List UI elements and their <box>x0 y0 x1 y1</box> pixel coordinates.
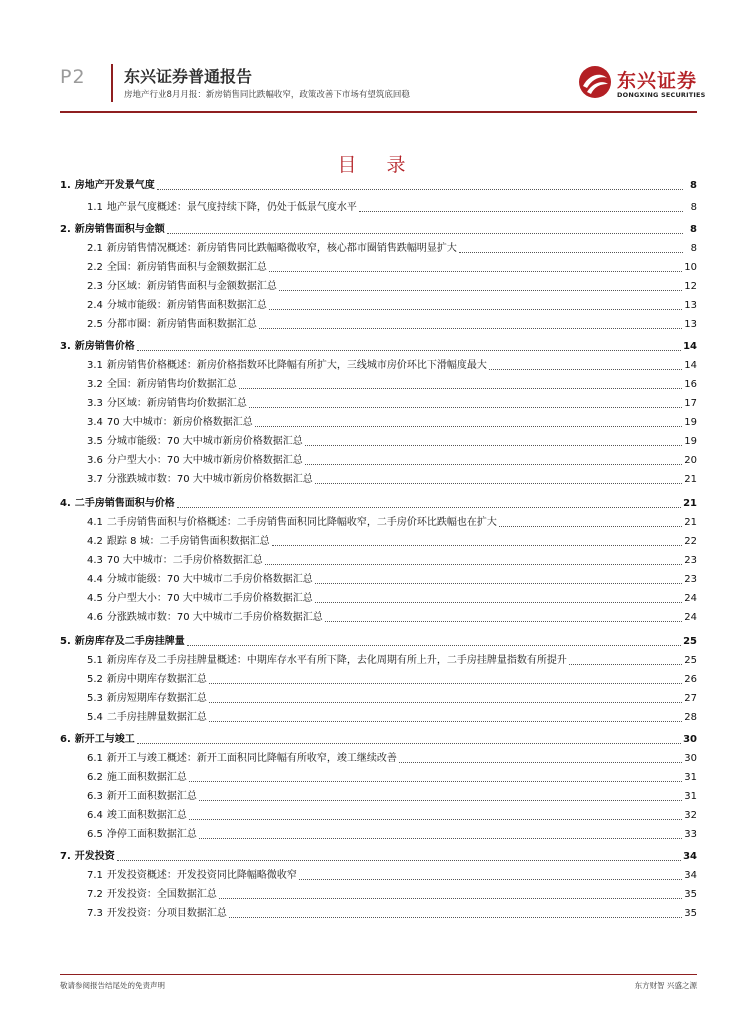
toc-entry-title: 分区域：新房销售均价数据汇总 <box>106 398 247 409</box>
toc-dot-leader <box>399 762 682 763</box>
toc-dot-leader <box>187 645 681 646</box>
toc-entry-text <box>60 636 185 648</box>
toc-subsection[interactable] <box>60 553 697 567</box>
toc-entry-number: 3.6 <box>87 455 103 466</box>
toc-entry-title: 二手房销售面积与价格 <box>74 498 175 509</box>
header-rule <box>60 111 697 113</box>
toc-entry-number: 3.3 <box>87 398 103 409</box>
toc-page-number: 31 <box>684 772 697 783</box>
toc-entry-text <box>60 498 175 510</box>
toc-page-number: 35 <box>684 889 697 900</box>
toc-entry-text <box>60 851 115 863</box>
report-title: 东兴证券普通报告 <box>124 67 253 86</box>
toc-entry-number: 1. <box>60 180 71 191</box>
toc-page-number: 8 <box>690 202 697 213</box>
toc-dot-leader <box>489 369 682 370</box>
toc-subsection[interactable] <box>60 653 697 667</box>
toc-entry-title: 分户型大小：70 大中城市二手房价格数据汇总 <box>106 593 313 604</box>
toc-entry-number: 7.2 <box>87 889 103 900</box>
toc-page-number: 34 <box>683 851 697 862</box>
toc-entry-title: 分户型大小：70 大中城市新房价格数据汇总 <box>106 455 303 466</box>
toc-section[interactable] <box>60 339 697 353</box>
toc-entry-text <box>60 810 187 822</box>
toc-entry-number: 2.4 <box>87 300 103 311</box>
toc-subsection[interactable] <box>60 572 697 586</box>
toc-entry-text <box>60 417 253 429</box>
logo-text-en: DONGXING SECURITIES <box>617 91 706 99</box>
toc-subsection[interactable] <box>60 515 697 529</box>
toc-entry-title: 70 大中城市：新房价格数据汇总 <box>106 417 253 428</box>
toc-entry-title: 新房销售价格 <box>74 341 135 352</box>
toc-page-number: 31 <box>684 791 697 802</box>
toc-subsection[interactable] <box>60 260 697 274</box>
toc-subsection[interactable] <box>60 591 697 605</box>
toc-entry-text <box>60 612 323 624</box>
toc-entry-number: 4.2 <box>87 536 103 547</box>
toc-page-number: 19 <box>684 436 697 447</box>
toc-entry-text <box>60 341 135 353</box>
footer-disclaimer: 敬请参阅报告结尾处的免责声明 <box>60 981 165 990</box>
toc-title: 目 录 <box>337 154 418 176</box>
toc-entry-number: 4. <box>60 498 71 509</box>
toc-page-number: 19 <box>684 417 697 428</box>
toc-entry-title: 全国：新房销售面积与金额数据汇总 <box>106 262 267 273</box>
toc-dot-leader <box>209 702 682 703</box>
toc-entry-number: 3. <box>60 341 71 352</box>
toc-subsection[interactable] <box>60 610 697 624</box>
toc-subsection[interactable] <box>60 317 697 331</box>
toc-entry-number: 1.1 <box>87 202 103 213</box>
page-header <box>0 0 755 120</box>
toc-entry-text <box>60 908 227 920</box>
toc-entry-text <box>60 360 487 372</box>
toc-dot-leader <box>239 388 682 389</box>
toc-section[interactable] <box>60 222 697 236</box>
toc-dot-leader <box>265 564 682 565</box>
toc-entry-text <box>60 829 197 841</box>
toc-subsection[interactable] <box>60 868 697 882</box>
toc-entry-title: 新房库存及二手房挂牌量 <box>74 636 185 647</box>
toc-dot-leader <box>279 290 682 291</box>
toc-entry-title: 地产景气度概述：景气度持续下降，仍处于低景气度水平 <box>106 202 357 213</box>
logo-mark-icon <box>577 64 613 100</box>
toc-entry-number: 4.3 <box>87 555 103 566</box>
toc-entry-number: 3.4 <box>87 417 103 428</box>
toc-dot-leader <box>269 271 682 272</box>
toc-page-number: 8 <box>690 224 697 235</box>
toc-page-number: 24 <box>684 593 697 604</box>
toc-entry-text <box>60 889 217 901</box>
toc-entry-title: 施工面积数据汇总 <box>106 772 187 783</box>
toc-section[interactable] <box>60 496 697 510</box>
toc-page-number: 35 <box>684 908 697 919</box>
toc-entry-number: 3.2 <box>87 379 103 390</box>
toc-section[interactable] <box>60 634 697 648</box>
toc-entry-number: 5.2 <box>87 674 103 685</box>
toc-entry-number: 2.5 <box>87 319 103 330</box>
toc-subsection[interactable] <box>60 887 697 901</box>
toc-subsection[interactable] <box>60 770 697 784</box>
toc-subsection[interactable] <box>60 241 697 255</box>
toc-entry-number: 4.4 <box>87 574 103 585</box>
toc-entry-text <box>60 574 313 586</box>
toc-dot-leader <box>157 189 683 190</box>
toc-entry-title: 分城市能级：70 大中城市二手房价格数据汇总 <box>106 574 313 585</box>
toc-entry-title: 竣工面积数据汇总 <box>106 810 187 821</box>
toc-subsection[interactable] <box>60 396 697 410</box>
toc-entry-number: 3.7 <box>87 474 103 485</box>
toc-entry-title: 新房中期库存数据汇总 <box>106 674 207 685</box>
toc-entry-text <box>60 517 497 529</box>
toc-section[interactable] <box>60 178 697 192</box>
toc-entry-number: 5.1 <box>87 655 103 666</box>
toc-entry-text <box>60 281 277 293</box>
header-divider <box>111 64 113 102</box>
toc-entry-text <box>60 436 303 448</box>
toc-subsection[interactable] <box>60 672 697 686</box>
toc-entry-title: 新开工面积数据汇总 <box>106 791 197 802</box>
toc-entry-title: 开发投资：全国数据汇总 <box>106 889 217 900</box>
toc-dot-leader <box>459 252 683 253</box>
toc-entry-text <box>60 655 567 667</box>
toc-entry-number: 2.2 <box>87 262 103 273</box>
toc-entry-text <box>60 319 257 331</box>
toc-entry-title: 新房短期库存数据汇总 <box>106 693 207 704</box>
toc-entry-text <box>60 791 197 803</box>
toc-dot-leader <box>199 838 682 839</box>
toc-entry-title: 70 大中城市：二手房价格数据汇总 <box>106 555 263 566</box>
toc-entry-text <box>60 772 187 784</box>
toc-entry-text <box>60 202 357 214</box>
toc-dot-leader <box>272 545 683 546</box>
toc-entry-text <box>60 555 263 567</box>
toc-entry-number: 2.3 <box>87 281 103 292</box>
toc-subsection[interactable] <box>60 534 697 548</box>
toc-dot-leader <box>499 526 682 527</box>
toc-page-number: 24 <box>684 612 697 623</box>
toc-entry-number: 2. <box>60 224 71 235</box>
toc-page-number: 21 <box>684 517 697 528</box>
toc-page-number: 25 <box>683 636 697 647</box>
toc-entry-number: 6. <box>60 734 71 745</box>
toc-subsection[interactable] <box>60 453 697 467</box>
toc-entry-number: 4.1 <box>87 517 103 528</box>
toc-dot-leader <box>199 800 682 801</box>
toc-page-number: 26 <box>684 674 697 685</box>
toc-subsection[interactable] <box>60 710 697 724</box>
toc-entry-text <box>60 734 135 746</box>
page-number: P2 <box>60 66 86 88</box>
toc-page-number: 13 <box>684 319 697 330</box>
toc-entry-title: 房地产开发景气度 <box>74 180 155 191</box>
toc-entry-title: 分涨跌城市数：70 大中城市新房价格数据汇总 <box>106 474 313 485</box>
toc-entry-text <box>60 300 267 312</box>
toc-dot-leader <box>117 860 681 861</box>
toc-dot-leader <box>325 621 682 622</box>
toc-page-number: 32 <box>684 810 697 821</box>
toc-entry-text <box>60 455 303 467</box>
toc-dot-leader <box>315 483 682 484</box>
toc-section[interactable] <box>60 849 697 863</box>
toc-entry-text <box>60 693 207 705</box>
toc-entry-number: 6.3 <box>87 791 103 802</box>
toc-entry-text <box>60 398 247 410</box>
toc-entry-title: 分城市能级：新房销售面积数据汇总 <box>106 300 267 311</box>
toc-entry-number: 4.6 <box>87 612 103 623</box>
toc-entry-number: 7.1 <box>87 870 103 881</box>
toc-page-number: 30 <box>684 753 697 764</box>
toc-page-number: 22 <box>684 536 697 547</box>
toc-dot-leader <box>167 233 683 234</box>
toc-entry-title: 二手房挂牌量数据汇总 <box>106 712 207 723</box>
toc-page-number: 23 <box>684 574 697 585</box>
toc-entry-number: 6.2 <box>87 772 103 783</box>
footer-rule <box>60 974 697 975</box>
toc-entry-text <box>60 712 207 724</box>
toc-page-number: 20 <box>684 455 697 466</box>
toc-subsection[interactable] <box>60 472 697 486</box>
toc-dot-leader <box>229 917 682 918</box>
toc-entry-number: 6.1 <box>87 753 103 764</box>
company-logo <box>577 64 706 104</box>
toc-entry-title: 新开工与竣工概述：新开工面积同比降幅有所收窄，竣工继续改善 <box>106 753 397 764</box>
toc-page-number: 30 <box>683 734 697 745</box>
toc-entry-title: 新房销售面积与金额 <box>74 224 165 235</box>
toc-subsection[interactable] <box>60 906 697 920</box>
report-subtitle: 房地产行业8月月报：新房销售同比跌幅收窄，政策改善下市场有望筑底回稳 <box>124 90 410 100</box>
toc-subsection[interactable] <box>60 298 697 312</box>
toc-entry-text <box>60 243 457 255</box>
toc-entry-number: 4.5 <box>87 593 103 604</box>
toc-page-number: 8 <box>690 180 697 191</box>
toc-entry-text <box>60 753 397 765</box>
toc-page-number: 13 <box>684 300 697 311</box>
toc-section[interactable] <box>60 732 697 746</box>
toc-dot-leader <box>209 721 682 722</box>
toc-entry-title: 二手房销售面积与价格概述：二手房销售面积同比降幅收窄，二手房价环比跌幅也在扩大 <box>106 517 497 528</box>
toc-entry-title: 全国：新房销售均价数据汇总 <box>106 379 237 390</box>
toc-entry-title: 净停工面积数据汇总 <box>106 829 197 840</box>
toc-entry-title: 分区域：新房销售面积与金额数据汇总 <box>106 281 277 292</box>
toc-subsection[interactable] <box>60 415 697 429</box>
toc-entry-number: 7.3 <box>87 908 103 919</box>
toc-entry-number: 5.3 <box>87 693 103 704</box>
toc-entry-title: 跟踪 8 城：二手房销售面积数据汇总 <box>106 536 270 547</box>
toc-dot-leader <box>315 602 682 603</box>
toc-entry-number: 3.1 <box>87 360 103 371</box>
toc-page-number: 34 <box>684 870 697 881</box>
toc-entry-title: 新房销售价格概述：新房价格指数环比降幅有所扩大，三线城市房价环比下滑幅度最大 <box>106 360 487 371</box>
toc-page-number: 8 <box>690 243 697 254</box>
toc-subsection[interactable] <box>60 827 697 841</box>
toc-page-number: 12 <box>684 281 697 292</box>
toc-page-number: 17 <box>684 398 697 409</box>
toc-page-number: 14 <box>684 360 697 371</box>
toc-entry-title: 开发投资 <box>74 851 115 862</box>
toc-entry-number: 3.5 <box>87 436 103 447</box>
toc-entry-text <box>60 870 297 882</box>
toc-entry-text <box>60 674 207 686</box>
toc-page-number: 27 <box>684 693 697 704</box>
toc-entry-title: 新房销售情况概述：新房销售同比跌幅略微收窄，核心都市圈销售跌幅明显扩大 <box>106 243 457 254</box>
toc-subsection[interactable] <box>60 751 697 765</box>
toc-subsection[interactable] <box>60 377 697 391</box>
toc-page-number: 16 <box>684 379 697 390</box>
toc-subsection[interactable] <box>60 691 697 705</box>
toc-entry-text <box>60 180 155 192</box>
toc-subsection[interactable] <box>60 200 697 214</box>
toc-dot-leader <box>189 819 682 820</box>
toc-dot-leader <box>137 350 681 351</box>
toc-entry-number: 6.4 <box>87 810 103 821</box>
toc-dot-leader <box>359 211 683 212</box>
toc-dot-leader <box>569 664 682 665</box>
toc-dot-leader <box>299 879 682 880</box>
footer-slogan: 东方财智 兴盛之源 <box>634 981 697 990</box>
logo-text-cn: 东兴证券 <box>617 70 698 92</box>
toc-dot-leader <box>219 898 682 899</box>
toc-page-number: 21 <box>684 474 697 485</box>
toc-entry-title: 分城市能级：70 大中城市新房价格数据汇总 <box>106 436 303 447</box>
toc-subsection[interactable] <box>60 808 697 822</box>
toc-entry-number: 5.4 <box>87 712 103 723</box>
toc-subsection[interactable] <box>60 358 697 372</box>
toc-dot-leader <box>305 464 682 465</box>
toc-dot-leader <box>255 426 682 427</box>
toc-entry-text <box>60 379 237 391</box>
toc-page-number: 25 <box>684 655 697 666</box>
toc-dot-leader <box>209 683 682 684</box>
toc-page-number: 21 <box>683 498 697 509</box>
toc-entry-number: 5. <box>60 636 71 647</box>
toc-dot-leader <box>249 407 682 408</box>
toc-entry-text <box>60 474 313 486</box>
toc-dot-leader <box>177 507 681 508</box>
toc-dot-leader <box>137 743 681 744</box>
toc-entry-text <box>60 536 270 548</box>
toc-page-number: 33 <box>684 829 697 840</box>
toc-entry-title: 分涨跌城市数：70 大中城市二手房价格数据汇总 <box>106 612 323 623</box>
toc-page-number: 23 <box>684 555 697 566</box>
toc-dot-leader <box>189 781 682 782</box>
toc-dot-leader <box>259 328 682 329</box>
toc-page-number: 28 <box>684 712 697 723</box>
toc-page-number: 10 <box>684 262 697 273</box>
toc-dot-leader <box>305 445 682 446</box>
toc-entry-number: 7. <box>60 851 71 862</box>
toc-subsection[interactable] <box>60 434 697 448</box>
toc-entry-title: 新房库存及二手房挂牌量概述：中期库存水平有所下降，去化周期有所上升，二手房挂牌量指数有所提升 <box>106 655 567 666</box>
toc-entry-title: 开发投资：分项目数据汇总 <box>106 908 227 919</box>
toc-entry-number: 6.5 <box>87 829 103 840</box>
toc-dot-leader <box>269 309 682 310</box>
toc-dot-leader <box>315 583 682 584</box>
toc-entry-text <box>60 593 313 605</box>
toc-entry-text <box>60 224 165 236</box>
toc-subsection[interactable] <box>60 789 697 803</box>
toc-entry-title: 分都市圈：新房销售面积数据汇总 <box>106 319 257 330</box>
toc-entry-text <box>60 262 267 274</box>
toc-entry-title: 开发投资概述：开发投资同比降幅略微收窄 <box>106 870 297 881</box>
toc-page-number: 14 <box>683 341 697 352</box>
toc-entry-number: 2.1 <box>87 243 103 254</box>
toc-subsection[interactable] <box>60 279 697 293</box>
toc-entry-title: 新开工与竣工 <box>74 734 135 745</box>
